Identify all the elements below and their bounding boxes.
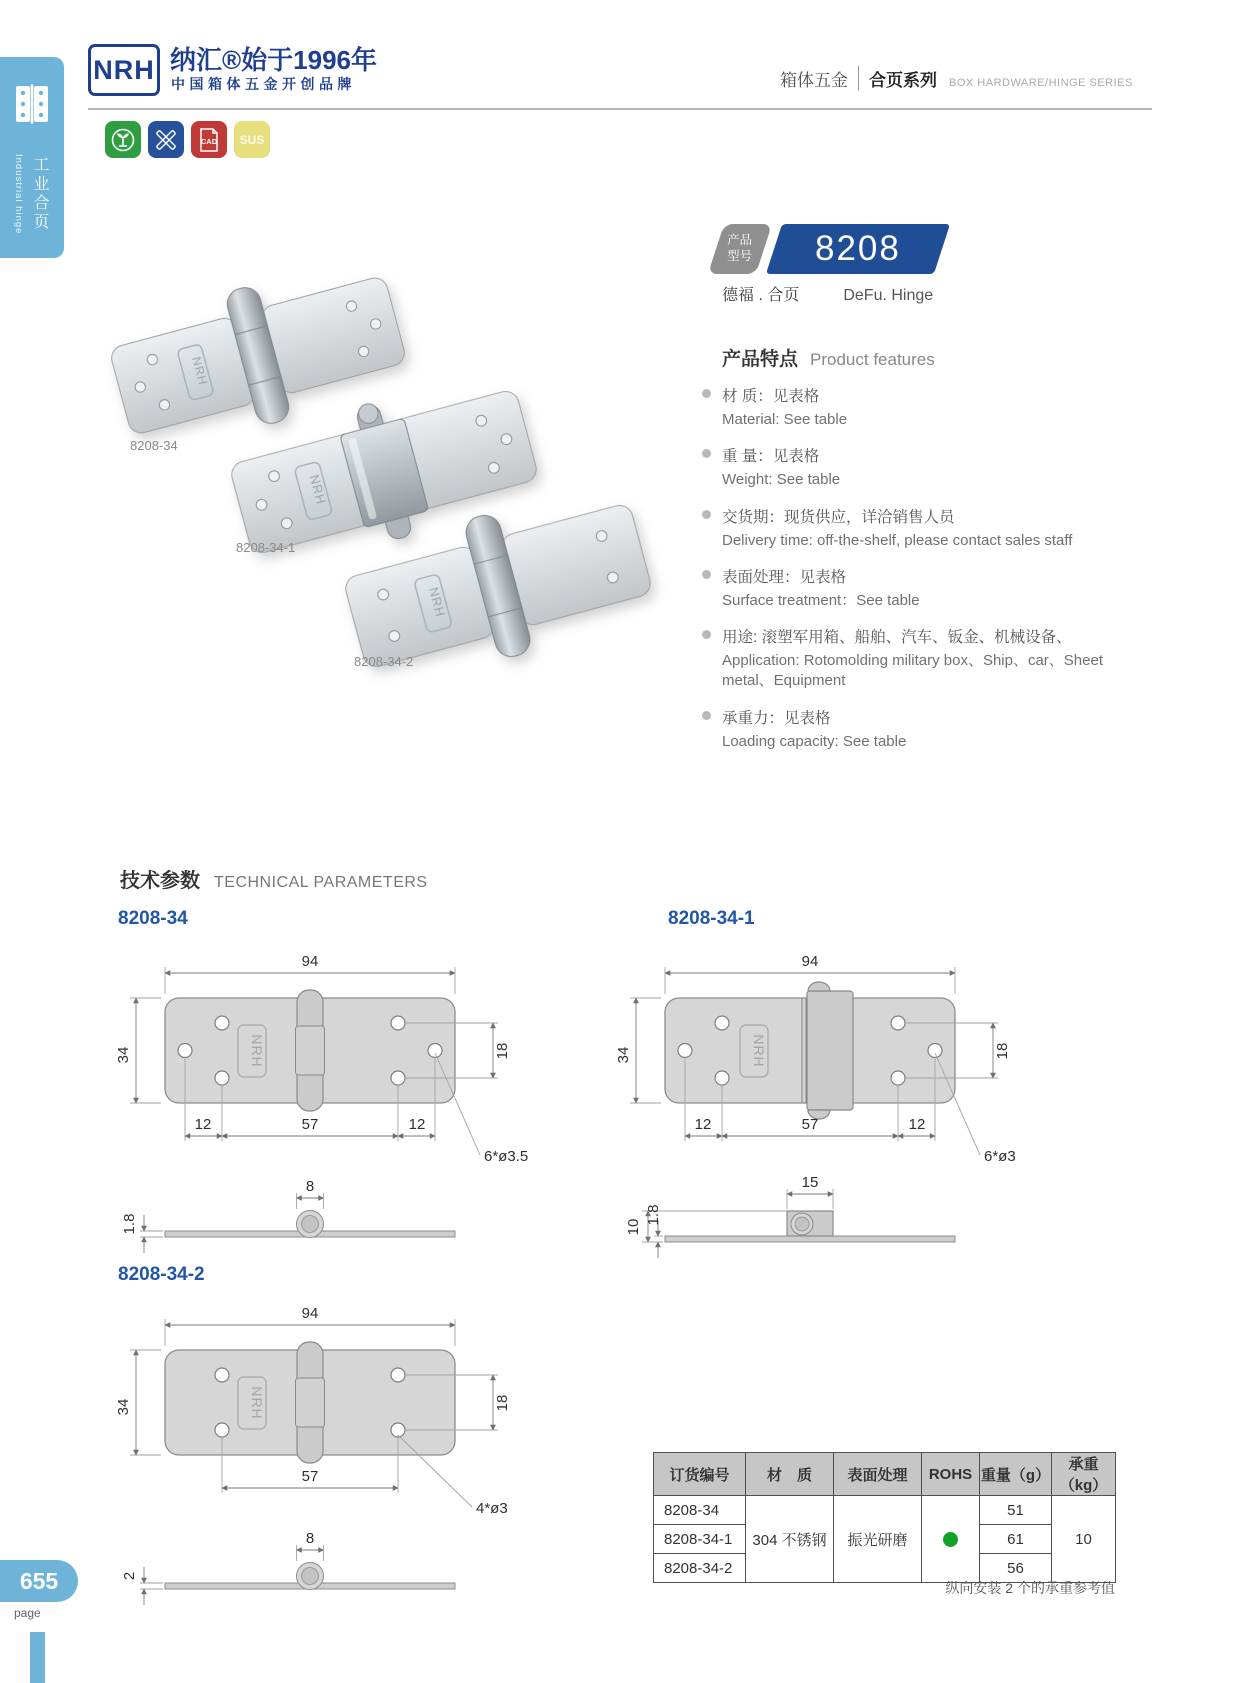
model-number: 8208 <box>815 229 901 268</box>
sus-label: SUS <box>239 132 265 147</box>
svg-text:18: 18 <box>494 1042 511 1060</box>
model-tag-line2: 型号 <box>727 249 753 263</box>
col-order-number: 订货编号 <box>654 1453 746 1496</box>
svg-text:NRH: NRH <box>249 1034 265 1068</box>
eco-badge <box>105 121 141 158</box>
cell-rohs <box>922 1496 980 1583</box>
sidebar-tab-label-cn: 工业合页 <box>31 156 48 232</box>
cell-weight-2: 61 <box>980 1525 1052 1554</box>
svg-text:8: 8 <box>305 1530 315 1547</box>
brand-title: 纳汇®始于1996年 <box>170 45 377 75</box>
feature-cn: 交货期：现货供应，详洽销售人员 <box>722 508 955 526</box>
svg-text:94: 94 <box>801 953 819 970</box>
feature-en: Material: See table <box>722 411 848 428</box>
svg-text:18: 18 <box>494 1394 511 1412</box>
svg-text:8: 8 <box>305 1178 315 1195</box>
product-name-cn: 德福 . 合页 <box>722 287 800 304</box>
product-name-en: DeFu. Hinge <box>843 287 934 304</box>
spec-table-header-row <box>654 1453 1116 1496</box>
cell-weight-1: 51 <box>980 1496 1052 1525</box>
cell-surface: 振光研磨 <box>834 1496 922 1583</box>
features-list <box>722 384 1130 766</box>
col-load: 承重（kg） <box>1052 1453 1116 1496</box>
product-name <box>722 282 933 305</box>
svg-text:18: 18 <box>994 1042 1011 1060</box>
features-title-cn: 产品特点 <box>722 349 799 370</box>
diagram-label-8208-34-1: 8208-34-1 <box>668 908 755 929</box>
feature-cn: 材 质：见表格 <box>722 388 820 405</box>
svg-text:NRH: NRH <box>188 355 210 388</box>
svg-text:34: 34 <box>615 1046 632 1064</box>
series-name-cn: 合页系列 <box>858 66 937 91</box>
svg-text:NRH: NRH <box>249 1386 265 1420</box>
diagram-label-8208-34-2: 8208-34-2 <box>118 1264 205 1285</box>
col-surface: 表面处理 <box>834 1453 922 1496</box>
model-number-banner <box>766 224 950 274</box>
bullet-icon <box>702 510 711 519</box>
photo-label-2: 8208-34-1 <box>236 540 296 555</box>
bullet-icon <box>702 570 711 579</box>
svg-text:6*ø3: 6*ø3 <box>984 1148 1016 1165</box>
feature-en: Surface treatment：See table <box>722 591 920 609</box>
svg-text:94: 94 <box>301 1305 319 1322</box>
bullet-icon <box>702 711 711 720</box>
tech-parameters-title <box>120 864 428 893</box>
svg-text:CAD: CAD <box>200 136 218 146</box>
svg-text:1.8: 1.8 <box>645 1204 662 1226</box>
features-title-en: Product features <box>810 350 935 369</box>
sidebar-tab-label-en: Industrial hinge <box>13 153 24 235</box>
feature-cn: 承重力：见表格 <box>722 709 831 727</box>
feature-cn: 表面处理：见表格 <box>722 568 847 586</box>
spec-table <box>653 1452 1116 1583</box>
bullet-icon <box>702 449 711 458</box>
col-rohs: ROHS <box>922 1453 980 1496</box>
tools-icon <box>153 127 179 153</box>
svg-text:57: 57 <box>301 1468 319 1485</box>
cell-load: 10 <box>1052 1496 1116 1583</box>
svg-text:2: 2 <box>121 1571 138 1581</box>
svg-text:12: 12 <box>408 1116 426 1133</box>
sus-badge <box>234 121 270 158</box>
svg-text:4*ø3: 4*ø3 <box>476 1500 508 1517</box>
sidebar-tab-industrial-hinge[interactable] <box>0 130 64 258</box>
feature-item <box>722 565 1130 611</box>
hinge-icon <box>13 82 51 126</box>
diagram-8208-34-1-drawing <box>600 943 1030 1273</box>
feature-item <box>722 505 1130 551</box>
certification-badges <box>105 121 270 158</box>
svg-text:NRH: NRH <box>306 473 328 507</box>
svg-text:34: 34 <box>115 1398 132 1416</box>
svg-text:10: 10 <box>625 1218 642 1236</box>
cell-model-2: 8208-34-1 <box>654 1525 746 1554</box>
svg-text:NRH: NRH <box>751 1034 767 1068</box>
feature-item <box>722 706 1130 752</box>
svg-text:1.8: 1.8 <box>121 1213 138 1235</box>
svg-text:12: 12 <box>194 1116 212 1133</box>
svg-text:94: 94 <box>301 953 319 970</box>
diagram-8208-34-drawing <box>100 943 530 1273</box>
diagram-8208-34-2-drawing <box>100 1295 530 1625</box>
feature-en: Weight: See table <box>722 471 841 489</box>
cell-weight-3: 56 <box>980 1554 1052 1583</box>
nrh-logo: NRH <box>88 44 160 96</box>
svg-text:15: 15 <box>801 1174 819 1191</box>
model-tag-line1: 产品 <box>727 233 753 248</box>
page-number-badge: 655 <box>0 1560 78 1602</box>
photo-label-1: 8208-34 <box>130 438 178 453</box>
photo-label-3: 8208-34-2 <box>354 654 414 669</box>
cad-file-icon <box>196 127 222 153</box>
feature-cn: 重 量：见表格 <box>722 448 820 466</box>
series-category-cn: 箱体五金 <box>780 71 848 90</box>
feature-cn: 用途: 滚塑军用箱、船舶、汽车、钣金、机械设备、 <box>722 629 1072 646</box>
feature-item <box>722 384 1130 430</box>
feature-en: Application: Rotomolding military box、Ship、car、Sheet metal、Equipment <box>722 652 1104 690</box>
header-divider <box>88 108 1152 110</box>
feature-item <box>722 444 1130 490</box>
tech-title-cn: 技术参数 <box>120 870 200 892</box>
diagram-label-8208-34: 8208-34 <box>118 908 188 929</box>
svg-text:12: 12 <box>694 1116 712 1133</box>
svg-text:34: 34 <box>115 1046 132 1064</box>
cell-material: 304 不锈钢 <box>746 1496 834 1583</box>
svg-text:57: 57 <box>301 1116 319 1133</box>
table-note: 纵向安装 2 个的承重参考值 <box>945 1580 1115 1596</box>
tech-title-en: TECHNICAL PARAMETERS <box>214 874 428 891</box>
table-row <box>654 1496 1116 1525</box>
series-name-en: BOX HARDWARE/HINGE SERIES <box>949 77 1133 89</box>
model-tag <box>708 224 772 274</box>
svg-text:6*ø3.5: 6*ø3.5 <box>484 1148 529 1165</box>
tools-badge <box>148 121 184 158</box>
cad-badge <box>191 121 227 158</box>
brand-subtitle: 中国箱体五金开创品牌 <box>171 76 356 92</box>
col-weight: 重量（g） <box>980 1453 1052 1496</box>
rohs-indicator <box>943 1532 958 1547</box>
bullet-icon <box>702 389 711 398</box>
features-title <box>722 344 935 371</box>
svg-text:NRH: NRH <box>426 585 448 619</box>
col-material: 材 质 <box>746 1453 834 1496</box>
feature-item <box>722 625 1130 692</box>
svg-text:12: 12 <box>908 1116 926 1133</box>
cell-model-1: 8208-34 <box>654 1496 746 1525</box>
cell-model-3: 8208-34-2 <box>654 1554 746 1583</box>
leaf-icon <box>110 127 136 153</box>
feature-en: Delivery time: off-the-shelf, please contact sales staff <box>722 531 1073 549</box>
feature-en: Loading capacity: See table <box>722 732 907 750</box>
bullet-icon <box>702 630 711 639</box>
page-label: page <box>14 1606 41 1620</box>
series-header <box>780 66 1140 91</box>
svg-text:57: 57 <box>801 1116 819 1133</box>
bottom-strip <box>30 1632 45 1683</box>
